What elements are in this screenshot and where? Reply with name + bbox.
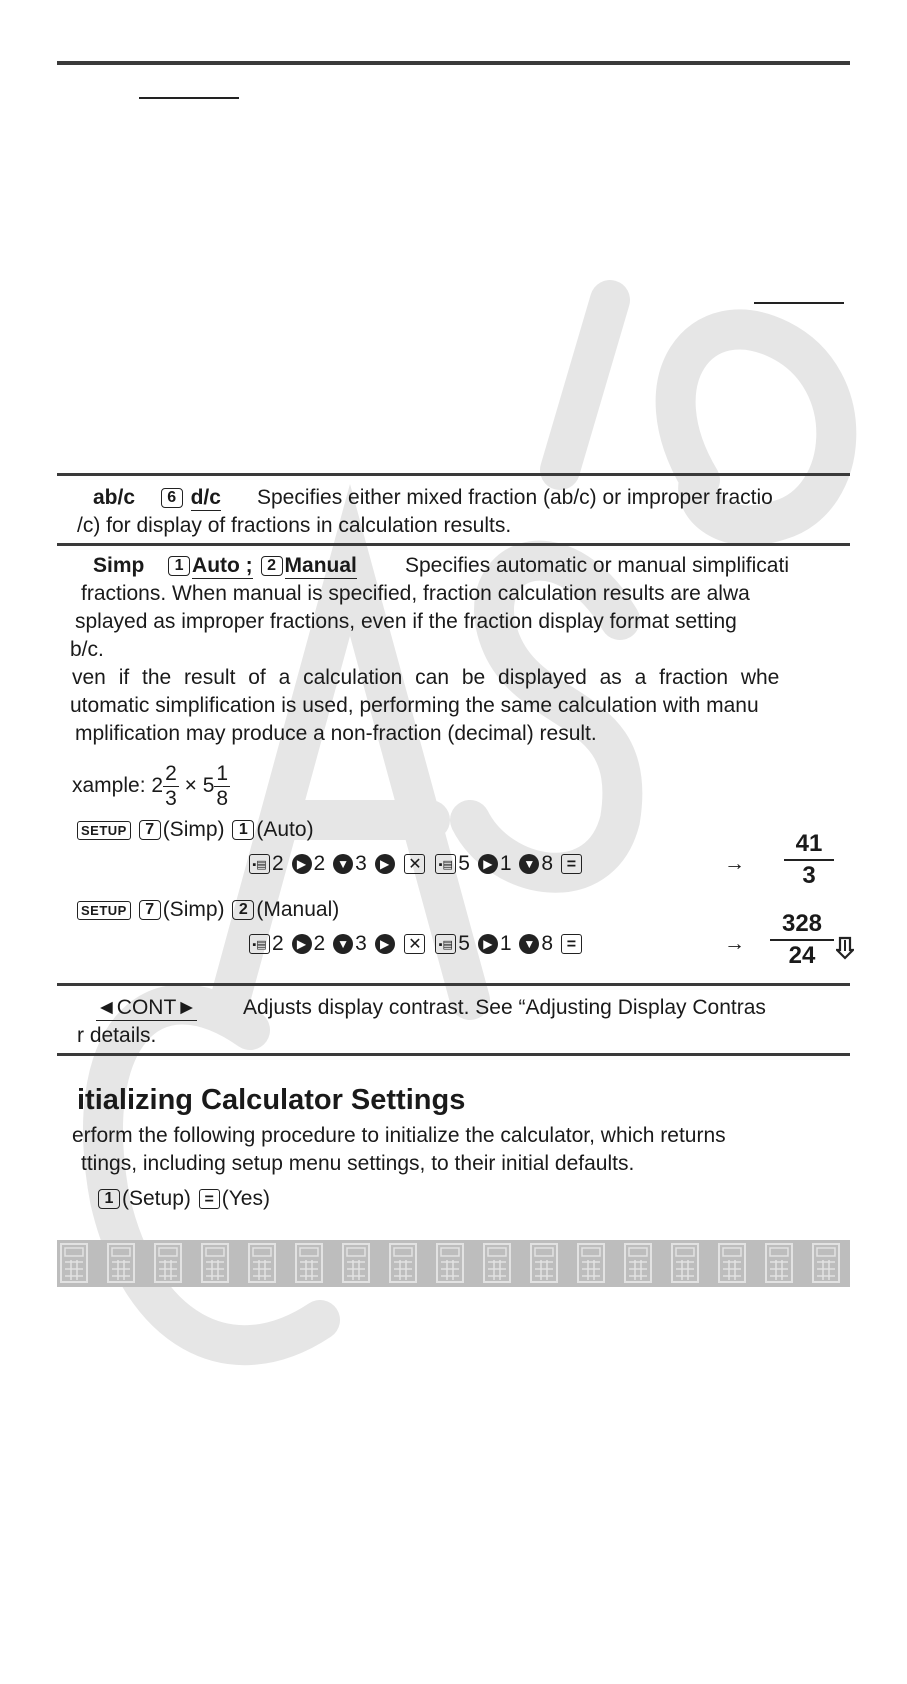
fraction-key[interactable]: ▪▤ [249, 854, 270, 874]
section-rule [57, 1053, 850, 1056]
digit: 5 [458, 852, 470, 875]
digit: 1 [499, 932, 512, 955]
fraction-option: d/c [190, 486, 221, 509]
digit: 3 [355, 852, 367, 875]
example-a-denominator: 3 [165, 786, 177, 810]
digit: 2 [272, 932, 284, 955]
underline-mark [139, 97, 239, 99]
calculator-pattern-icon [57, 1240, 850, 1287]
contrast-label: ◄CONT► [96, 996, 198, 1019]
section-rule [57, 473, 850, 476]
result-auto [784, 829, 834, 891]
digit: 2 [313, 852, 326, 875]
simp-desc-line: ven if the result of a calculation can be displayed as a fraction whe [72, 666, 780, 689]
decorative-calculator-strip [57, 1240, 850, 1287]
manual-setup-row [77, 898, 339, 922]
example-label: xample: [72, 774, 146, 797]
indicator-icon [836, 936, 854, 960]
fraction-desc-line2: /c) for display of fractions in calculation results. [77, 514, 512, 537]
init-desc-line2: ttings, including setup menu settings, to their initial defaults. [81, 1152, 635, 1175]
auto-label: (Auto) [256, 818, 314, 841]
simp-option-manual: Manual [284, 554, 357, 577]
simp-setting-name: Simp [93, 554, 145, 577]
simp-desc-line: splayed as improper fractions, even if the fraction display format setting [75, 610, 737, 633]
underline-mark [754, 302, 844, 304]
example-a-whole: 2 [151, 774, 164, 797]
example-fraction-b [214, 762, 230, 811]
digit: 8 [541, 852, 554, 875]
times-sign: × [184, 774, 197, 797]
right-arrow-key[interactable]: ▶ [375, 854, 395, 874]
result-manual [770, 909, 834, 971]
fraction-desc-line1: Specifies either mixed fraction (ab/c) or improper fractio [257, 486, 773, 509]
simp-desc-line: fractions. When manual is specified, fraction calculation results are alwa [81, 582, 750, 605]
right-arrow-key[interactable]: ▶ [478, 934, 498, 954]
equals-key[interactable]: = [561, 854, 582, 874]
section-rule [57, 543, 850, 546]
setup-label: (Setup) [122, 1187, 191, 1210]
down-arrow-key[interactable]: ▼ [519, 854, 539, 874]
digit: 2 [313, 932, 326, 955]
result-manual-numerator: 328 [770, 909, 834, 941]
example-fraction-a [163, 762, 179, 811]
digit: 1 [499, 852, 512, 875]
down-arrow-key[interactable]: ▼ [333, 934, 353, 954]
contrast-desc-line2: r details. [77, 1024, 157, 1047]
setup-key[interactable]: SETUP [77, 821, 131, 840]
key-7[interactable]: 7 [139, 900, 161, 920]
equals-key[interactable]: = [561, 934, 582, 954]
fraction-setting-row [93, 486, 221, 510]
simp-setting-row [93, 554, 357, 578]
key-2[interactable]: 2 [232, 900, 254, 920]
example-b-numerator: 1 [216, 761, 229, 785]
simp-label: (Simp) [162, 818, 225, 841]
fraction-key[interactable]: ▪▤ [435, 854, 456, 874]
result-auto-denominator: 3 [802, 862, 816, 889]
right-arrow-key[interactable]: ▶ [292, 934, 312, 954]
digit: 5 [458, 932, 470, 955]
fraction-key[interactable]: ▪▤ [249, 934, 270, 954]
result-arrow: → [724, 852, 745, 875]
example-a-numerator: 2 [165, 761, 177, 785]
init-keystrokes [96, 1187, 270, 1211]
equals-key[interactable]: = [199, 1189, 220, 1209]
multiply-key[interactable]: ✕ [404, 854, 425, 874]
simp-desc-line: b/c. [70, 638, 104, 661]
simp-label: (Simp) [162, 898, 225, 921]
yes-label: (Yes) [221, 1187, 270, 1210]
fraction-key[interactable]: ▪▤ [435, 934, 456, 954]
right-arrow-key[interactable]: ▶ [478, 854, 498, 874]
key-7[interactable]: 7 [139, 820, 161, 840]
digit: 8 [541, 932, 554, 955]
down-arrow-key[interactable]: ▼ [519, 934, 539, 954]
right-arrow-key[interactable]: ▶ [292, 854, 312, 874]
result-manual-denominator: 24 [788, 942, 816, 969]
digit: 3 [355, 932, 367, 955]
init-desc-line1: erform the following procedure to initialize the calculator, which returns [72, 1124, 726, 1147]
auto-keystrokes [247, 852, 584, 876]
auto-setup-row [77, 818, 314, 842]
down-arrow-key[interactable]: ▼ [333, 854, 353, 874]
key-2[interactable]: 2 [261, 556, 283, 576]
example-b-whole: 5 [202, 774, 215, 797]
key-1[interactable]: 1 [98, 1189, 120, 1209]
right-arrow-key[interactable]: ▶ [375, 934, 395, 954]
setup-key[interactable]: SETUP [77, 901, 131, 920]
section-heading: itializing Calculator Settings [77, 1084, 466, 1116]
result-arrow: → [724, 932, 745, 955]
key-6[interactable]: 6 [161, 488, 183, 508]
simp-desc-line: Specifies automatic or manual simplificati [405, 554, 789, 577]
key-1[interactable]: 1 [232, 820, 254, 840]
simp-desc-line: utomatic simplification is used, performing the same calculation with manu [70, 694, 759, 717]
section-rule [57, 983, 850, 986]
manual-label: (Manual) [256, 898, 340, 921]
simp-option-auto: Auto ; [192, 554, 253, 577]
simp-desc-line: mplification may produce a non-fraction (decimal) result. [75, 722, 597, 745]
contrast-desc-line1: Adjusts display contrast. See “Adjusting Display Contras [243, 996, 766, 1019]
digit: 2 [272, 852, 284, 875]
multiply-key[interactable]: ✕ [404, 934, 425, 954]
top-rule [57, 61, 850, 65]
fraction-setting-name: ab/c [93, 486, 136, 509]
key-1[interactable]: 1 [168, 556, 190, 576]
example-b-denominator: 8 [216, 786, 229, 810]
example-expression [72, 756, 230, 816]
result-auto-numerator: 41 [784, 829, 834, 861]
contrast-setting-name [96, 996, 197, 1020]
manual-keystrokes [247, 932, 584, 956]
